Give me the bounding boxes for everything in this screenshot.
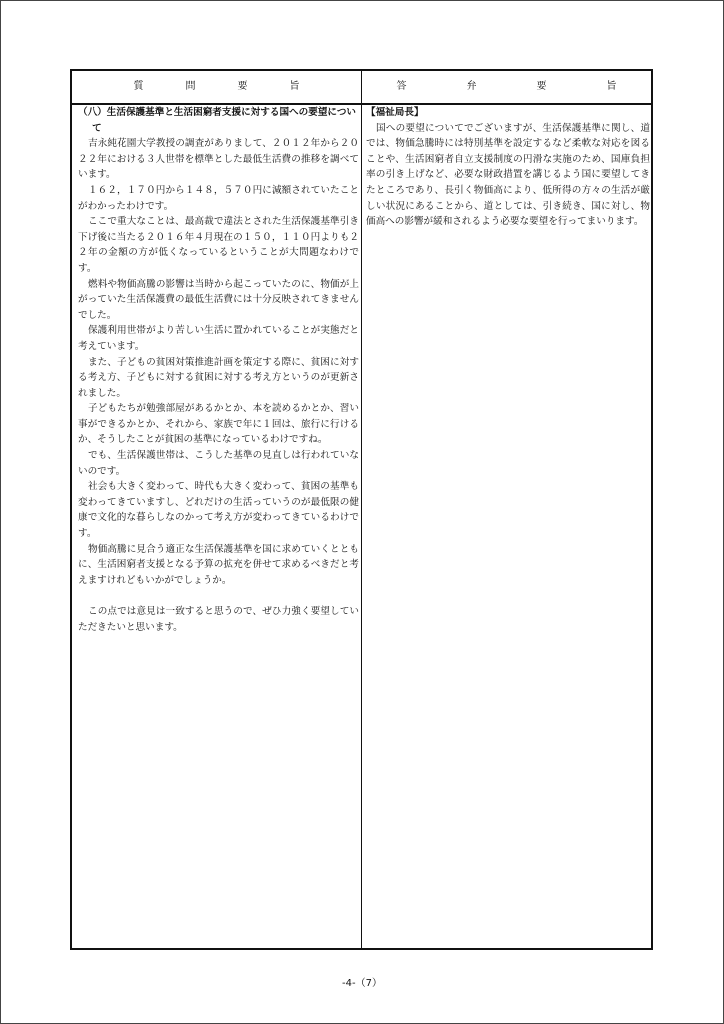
- question-summary-header: [72, 71, 361, 103]
- header-char: 問: [185, 81, 196, 92]
- table-header: [72, 71, 651, 105]
- qa-table: [70, 69, 653, 950]
- header-char: 旨: [289, 81, 300, 92]
- header-char: 弁: [466, 81, 477, 92]
- question-paragraph: 物価高騰に見合う適正な生活保護基準を国に求めていくとともに、生活困窮者支援となる予算の拡充を併せて求めるべきだと考えますけれどもいかがでしょうか。: [78, 543, 359, 586]
- question-paragraph: １６２，１７０円から１４８，５７０円に減額されていたことがわかったわけです。: [78, 184, 359, 212]
- question-paragraph: 保護利用世帯がより苦しい生活に置かれていることが実態だと考えています。: [78, 325, 359, 352]
- question-paragraph: 燃料や物価高騰の影響は当時から起こっていたのに、物価が上がっていた生活保護費の最低生活費には十分反映されてきませんでした。: [78, 278, 359, 321]
- question-column: [78, 105, 359, 635]
- question-paragraph: ここで重大なことは、最高裁で違法とされた生活保護基準引き下げ後に当たる２０１６年４月現在の１５０，１１０円よりも２２年の金額の方が低くなっているということが大問題なわけです。: [78, 216, 359, 274]
- question-paragraph: でも、生活保護世帯は、こうした基準の見直しは行われていないのです。: [78, 450, 359, 477]
- header-char: 質: [133, 81, 144, 92]
- question-heading: （八）生活保護基準と生活困窮者支援に対する国への要望について: [78, 107, 357, 134]
- answer-paragraph: 国への要望についてでございますが、生活保護基準に関し、道では、物価急騰時には特別基準を設定するなど柔軟な対応を図ることや、生活困窮者自立支援制度の円滑な実施のため、国庫負担率の引き上げなど、必要な財政措置を講じるよう国に要望してきたところであり、長引く物価高により、低所得の方々の生活が厳しい状況にあることから、道としては、引き続き、国に対し、物価高への影響が緩和されるよう必要な要望を行ってまいります。: [366, 122, 650, 228]
- header-char: 旨: [606, 81, 617, 92]
- question-paragraph: また、子どもの貧困対策推進計画を策定する際に、貧困に対する考え方、子どもに対する貧困に対する考え方というのが更新されました。: [78, 356, 359, 399]
- header-char: 要: [536, 81, 547, 92]
- question-paragraph: 社会も大きく変わって、時代も大きく変わって、貧困の基準も変わってきていますし、どれだけの生活っていうのが最低限の健康で文化的な暮らしなのかって考え方が変わってきているわけです。: [78, 481, 359, 540]
- answer-column: [366, 105, 650, 230]
- answer-speaker: 【福祉局長】: [366, 107, 424, 118]
- blank-line: [78, 588, 359, 604]
- answer-summary-header: [362, 71, 651, 103]
- header-char: 要: [237, 81, 248, 92]
- header-char: 答: [396, 81, 407, 92]
- question-paragraph: 吉永純花園大学教授の調査がありまして、２０１２年から２０２２年における３人世帯を標準とした最低生活費の推移を調べています。: [78, 138, 359, 181]
- question-paragraph: 子どもたちが勉強部屋があるかとか、本を読めるかとか、習い事ができるかとか、それから、家族で年に１回は、旅行に行けるか、そうしたことが貧困の基準になっているわけですね。: [78, 403, 359, 446]
- column-divider: [361, 71, 362, 948]
- question-closing: この点では意見は一致すると思うので、ぜひ力強く要望していただきたいと思います。: [78, 606, 359, 633]
- page-number: -4-（7）: [342, 978, 382, 989]
